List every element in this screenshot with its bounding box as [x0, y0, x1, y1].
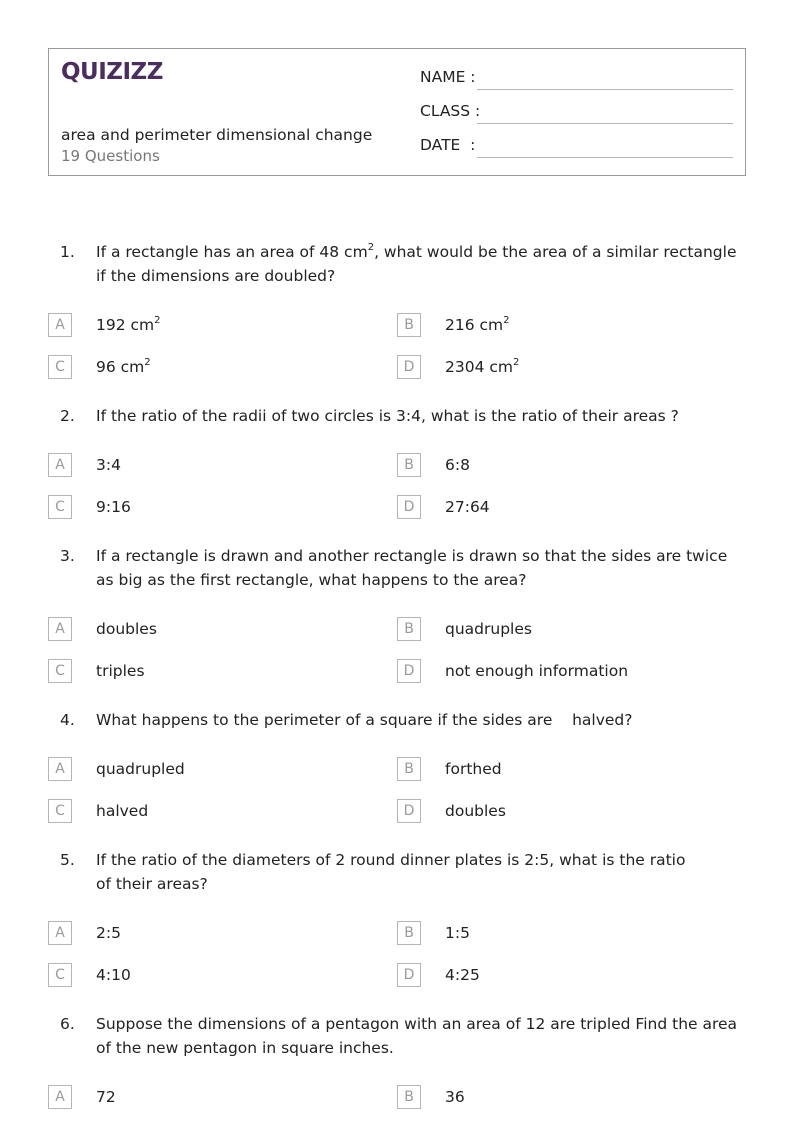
question-text: Suppose the dimensions of a pentagon with an area of 12 are tripled Find the area of the new pentagon in square inches.	[96, 1015, 738, 1057]
question-number: 3.	[60, 547, 75, 565]
option-text: not enough information	[445, 662, 629, 680]
option-text: 192 $cm^2$	[96, 314, 161, 334]
option-letter-box: B	[397, 313, 421, 337]
option-text: 216 $cm^2$	[445, 314, 510, 334]
question-text: If a rectangle is drawn and another rectangle is drawn so that the sides are twice as big as the first rectangle, what happens to the area?	[96, 547, 728, 589]
option-text: 4:25	[445, 966, 480, 984]
option-letter-box: C	[48, 659, 72, 683]
name-label: NAME :	[420, 68, 476, 86]
option-letter-box: A	[48, 921, 72, 945]
date-label: DATE :	[420, 136, 476, 154]
option-letter-box: D	[397, 355, 421, 379]
option-letter-box: B	[397, 617, 421, 641]
option-letter-box: B	[397, 921, 421, 945]
option-text: 9:16	[96, 498, 131, 516]
question-text: If the ratio of the radii of two circles is 3:4, what is the ratio of their areas ?	[96, 407, 679, 425]
option-text: 2304 $cm^2$	[445, 356, 520, 376]
name-field-line	[477, 89, 733, 90]
option-letter-box: D	[397, 659, 421, 683]
option-text: 2:5	[96, 924, 121, 942]
option-letter-box: B	[397, 453, 421, 477]
option-letter-box: C	[48, 963, 72, 987]
question-text: If the ratio of the diameters of 2 round dinner plates is 2:5, what is the ratio of their areas?	[96, 851, 686, 893]
option-text: 96 $cm^2$	[96, 356, 151, 376]
question-number: 1.	[60, 243, 75, 261]
option-letter-box: A	[48, 313, 72, 337]
option-letter-box: A	[48, 453, 72, 477]
option-letter-box: C	[48, 355, 72, 379]
option-text: 3:4	[96, 456, 121, 474]
option-text: quadrupled	[96, 760, 185, 778]
option-letter-box: B	[397, 757, 421, 781]
question-count: 19 Questions	[61, 147, 160, 165]
option-text: halved	[96, 802, 149, 820]
worksheet-title: area and perimeter dimensional change	[61, 126, 373, 144]
class-label: CLASS :	[420, 102, 481, 120]
option-letter-box: D	[397, 799, 421, 823]
date-field-line	[477, 157, 733, 158]
option-letter-box: C	[48, 799, 72, 823]
worksheet-header	[48, 48, 746, 176]
option-text: forthed	[445, 760, 502, 778]
option-letter-box: B	[397, 1085, 421, 1109]
option-text: 27:64	[445, 498, 490, 516]
option-text: triples	[96, 662, 145, 680]
class-field-line	[477, 123, 733, 124]
option-text: 36	[445, 1088, 465, 1106]
option-letter-box: A	[48, 1085, 72, 1109]
option-text: quadruples	[445, 620, 532, 638]
option-letter-box: A	[48, 757, 72, 781]
option-text: doubles	[96, 620, 157, 638]
question-number: 6.	[60, 1015, 75, 1033]
quizizz-logo: QUIZIZZ	[61, 59, 163, 85]
option-text: 72	[96, 1088, 116, 1106]
option-text: 6:8	[445, 456, 470, 474]
option-letter-box: C	[48, 495, 72, 519]
question-number: 2.	[60, 407, 75, 425]
option-letter-box: D	[397, 495, 421, 519]
option-letter-box: D	[397, 963, 421, 987]
option-text: 1:5	[445, 924, 470, 942]
question-text: What happens to the perimeter of a square if the sides are halved?	[96, 711, 633, 729]
option-letter-box: A	[48, 617, 72, 641]
option-text: doubles	[445, 802, 506, 820]
question-number: 5.	[60, 851, 75, 869]
question-text: If a rectangle has an area of 48 $cm^2$, what would be the area of a similar rectangle if the dimensions are doubled?	[96, 241, 737, 285]
question-number: 4.	[60, 711, 75, 729]
option-text: 4:10	[96, 966, 131, 984]
